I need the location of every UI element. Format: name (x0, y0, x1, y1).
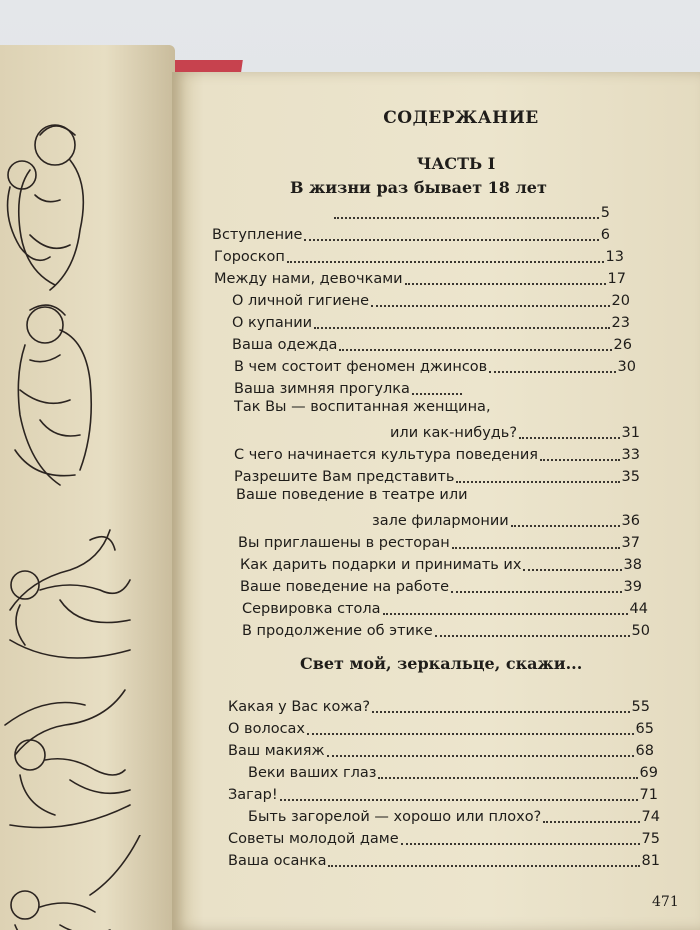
toc-entry: Быть загорелой — хорошо или плохо? 74 (248, 809, 660, 825)
toc-entry: Между нами, девочками 17 (214, 271, 626, 287)
toc-entry: В продолжение об этике 50 (242, 623, 650, 639)
toc-entry: Как дарить подарки и принимать их 38 (240, 557, 642, 573)
section-heading-2: Свет мой, зеркальце, скажи... (300, 654, 583, 673)
toc-entry: О волосах 65 (228, 721, 654, 737)
toc-entry: С чего начинается культура поведения 33 (234, 447, 640, 463)
toc-entry: Ваша одежда 26 (232, 337, 632, 353)
toc-entry: Ваша осанка 81 (228, 853, 660, 869)
toc-entry: зале филармонии 36 (372, 513, 640, 529)
contents-title: СОДЕРЖАНИЕ (383, 108, 539, 128)
table-of-contents (172, 72, 700, 930)
part-heading: ЧАСТЬ I (416, 154, 496, 173)
toc-entry: Вы приглашены в ресторан 37 (238, 535, 640, 551)
toc-entry: Разрешите Вам представить 35 (234, 469, 640, 485)
illustration-mother-baby-2 (0, 300, 175, 510)
toc-entry: Загар! 71 (228, 787, 658, 803)
page-number: 471 (652, 894, 679, 910)
illustration-mother-baby-1 (0, 115, 175, 305)
toc-entry-line: Так Вы — воспитанная женщина, (234, 399, 491, 415)
toc-entry: О личной гигиене 20 (232, 293, 630, 309)
toc-entry: Ваш макияж 68 (228, 743, 654, 759)
toc-entry: Советы молодой даме 75 (228, 831, 660, 847)
toc-entry: Гороскоп 13 (214, 249, 624, 265)
toc-entry: Сервировка стола 44 (242, 601, 648, 617)
toc-entry: Вступление 6 (212, 227, 610, 243)
toc-entry: В чем состоит феномен джинсов 30 (234, 359, 636, 375)
toc-entry: Какая у Вас кожа? 55 (228, 699, 650, 715)
toc-entry: 5 (332, 200, 610, 222)
toc-entry: Ваша зимняя прогулка (234, 376, 464, 398)
toc-entry-line: Ваше поведение в театре или (236, 487, 468, 503)
toc-entry: Ваше поведение на работе 39 (240, 579, 642, 595)
illustration-baby-bath (0, 685, 175, 835)
section-heading-1: В жизни раз бывает 18 лет (290, 178, 547, 197)
toc-entry: или как-нибудь? 31 (390, 425, 640, 441)
toc-entry: О купании 23 (232, 315, 630, 331)
toc-entry: Веки ваших глаз 69 (248, 765, 658, 781)
illustration-baby-4 (0, 835, 175, 930)
left-page (0, 45, 175, 930)
illustration-baby-lying (0, 520, 175, 680)
